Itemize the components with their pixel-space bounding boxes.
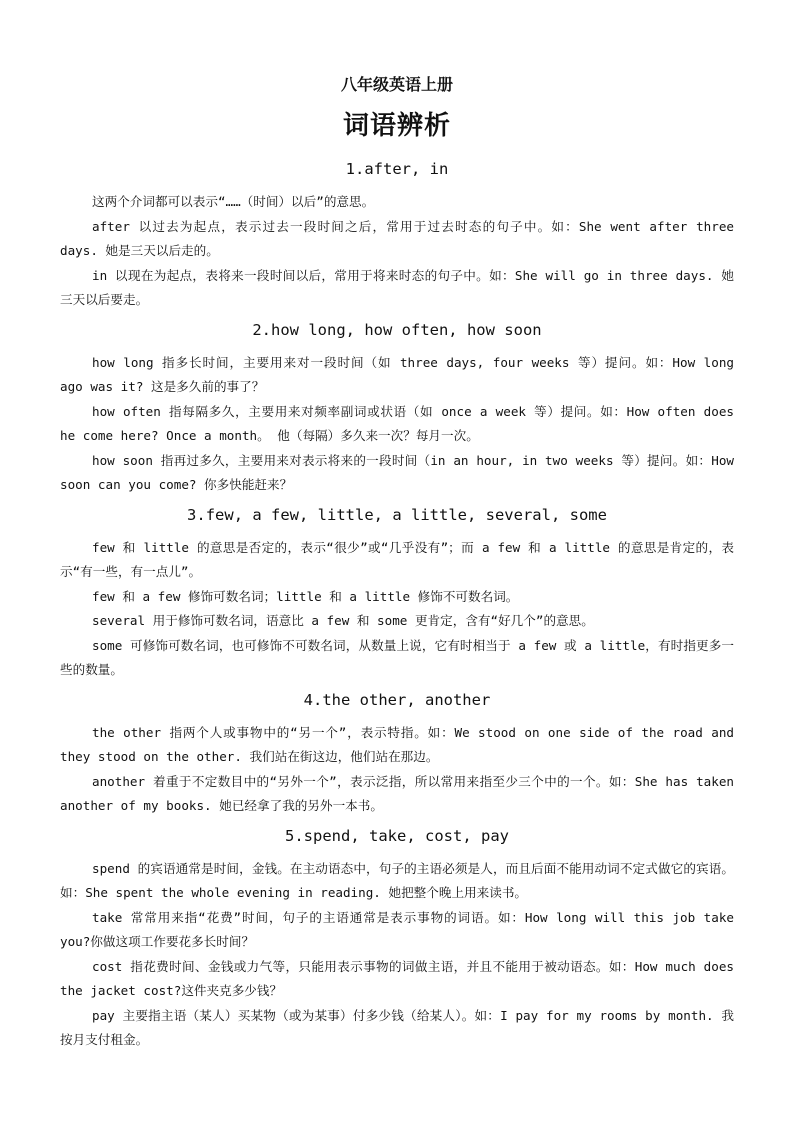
paragraph: after 以过去为起点，表示过去一段时间之后，常用于过去时态的句子中。如：She went after three days. 她是三天以后走的。 xyxy=(60,218,734,258)
paragraph: pay 主要指主语（某人）买某物（或为某事）付多少钱（给某人）。如：I pay for my rooms by month. 我按月支付租金。 xyxy=(60,1007,734,1047)
paragraph: cost 指花费时间、金钱或力气等，只能用表示事物的词做主语，并且不能用于被动语态。如：How much does the jacket cost?这件夹克多少钱？ xyxy=(60,958,734,998)
paragraph: in 以现在为起点，表将来一段时间以后，常用于将来时态的句子中。如：She will go in three days. 她三天以后要走。 xyxy=(60,267,734,307)
paragraph: 这两个介词都可以表示“……（时间）以后”的意思。 xyxy=(92,194,375,209)
paragraph: spend 的宾语通常是时间，金钱。在主动语态中，句子的主语必须是人，而且后面不能用动词不定式做它的宾语。如：She spent the whole evening in reading. 她把整个晚上用来读书。 xyxy=(60,860,734,900)
paragraph: few 和 little 的意思是否定的，表示“很少”或“几乎没有”；而 a few 和 a little 的意思是肯定的，表示“有一些，有一点儿”。 xyxy=(60,539,734,579)
paragraph: some 可修饰可数名词，也可修饰不可数名词，从数量上说，它有时相当于 a few 或 a little，有时指更多一些的数量。 xyxy=(60,637,734,677)
paragraph: take 常常用来指“花费”时间，句子的主语通常是表示事物的词语。如：How long will this job take you?你做这项工作要花多长时间？ xyxy=(60,909,734,949)
paragraph: few 和 a few 修饰可数名词；little 和 a little 修饰不可数名词。 xyxy=(92,588,519,604)
section-3 xyxy=(60,502,734,683)
section-heading: 2.how long, how often, how soon xyxy=(252,320,542,339)
document-supertitle: 八年级英语上册 xyxy=(340,75,453,94)
paragraph: the other 指两个人或事物中的“另一个”，表示特指。如：We stood on one side of the road and they stood on the other. 我们站在街这边，他们站在那边。 xyxy=(60,724,734,764)
section-heading: 1.after, in xyxy=(345,160,449,178)
paragraph: several 用于修饰可数名词，语意比 a few 和 some 更肯定，含有“好几个”的意思。 xyxy=(92,613,594,628)
paragraph: how long 指多长时间，主要用来对一段时间（如 three days, four weeks 等）提问。如：How long ago was it? 这是多久前的事了？ xyxy=(60,354,734,394)
section-heading: 4.the other, another xyxy=(303,690,491,709)
document-title: 词语辨析 xyxy=(342,111,451,141)
paragraph: how soon 指再过多久，主要用来对表示将来的一段时间（in an hour, in two weeks 等）提问。如：How soon can you come? 你多快能赶来？ xyxy=(60,452,734,492)
section-4 xyxy=(60,687,734,819)
paragraph: how often 指每隔多久，主要用来对频率副词或状语（如 once a week 等）提问。如：How often does he come here? Once a month。 他（每隔）多久来一次？每月一次。 xyxy=(60,403,734,443)
section-heading: 3.few, a few, little, a little, several, some xyxy=(187,505,607,524)
section-2 xyxy=(60,317,734,498)
section-1 xyxy=(60,156,734,313)
section-5 xyxy=(60,823,734,1053)
paragraph: another 着重于不定数目中的“另外一个”，表示泛指，所以常用来指至少三个中的一个。如：She has taken another of my books. 她已经拿了我的另外一本书。 xyxy=(60,773,734,813)
section-heading: 5.spend, take, cost, pay xyxy=(285,826,509,845)
document-body xyxy=(60,152,734,1053)
